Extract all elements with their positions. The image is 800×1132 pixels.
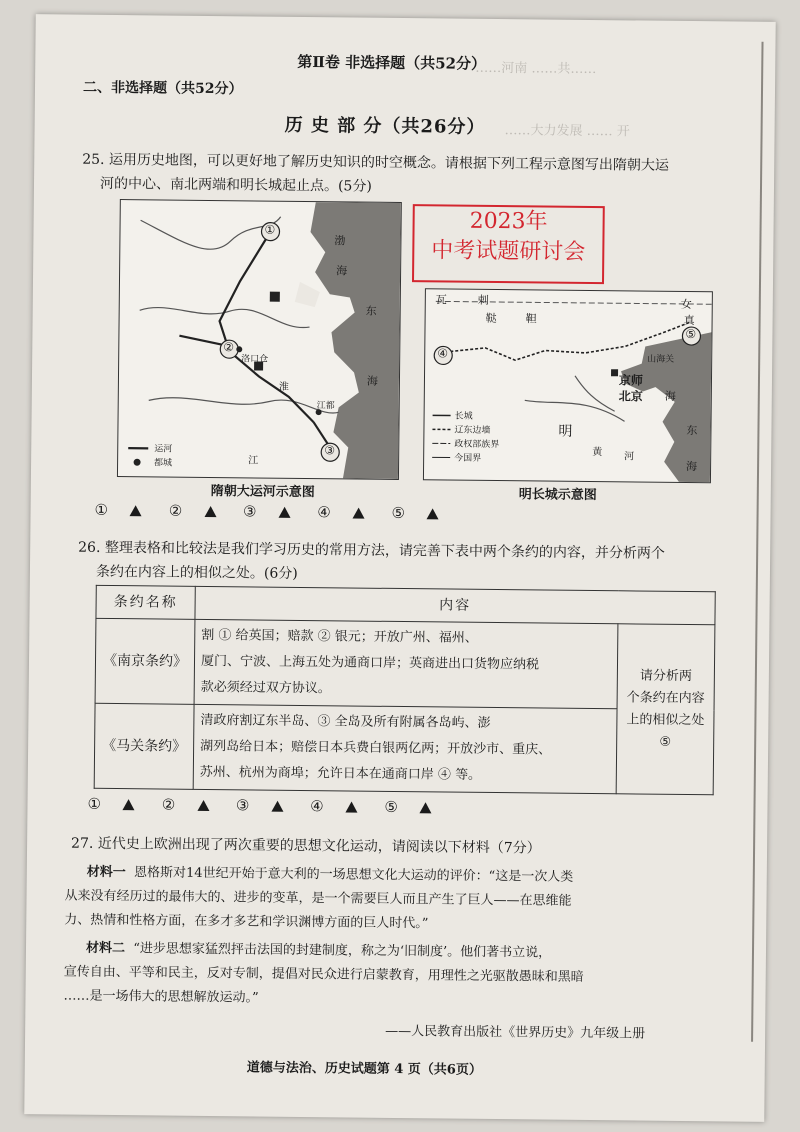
bleed-through-text: ……大力发展 …… 开 (504, 123, 630, 140)
exam-page (24, 14, 775, 1122)
answer-blank-triangle[interactable] (271, 801, 283, 812)
q25-answer-row (94, 501, 461, 523)
map-label: 山海关 (647, 354, 675, 365)
q26-text-line2: 条约在内容上的相似之处。(6分) (95, 563, 298, 582)
treaty-content-shimonoseki (193, 704, 617, 793)
q25-answer-label-5: ⑤ (391, 503, 406, 523)
material2-line2: 宣传自由、平等和民主，反对专制，提倡对民众进行启蒙教育，用理性之光驱散愚昧和黑暗 (63, 964, 584, 985)
map-label: 海 (366, 374, 379, 388)
material1-line2: 从来没有经历过的最伟大的、进步的变革，是一个需要巨人而且产生了巨人——在思维能 (64, 888, 572, 909)
map1-caption: 隋朝大运河示意图 (210, 484, 315, 501)
map-label: 海 (336, 264, 348, 278)
map-label: 真 (683, 313, 695, 328)
map-label: 海 (686, 459, 698, 474)
answer-blank-triangle[interactable] (427, 508, 439, 519)
watermark-stamp (412, 204, 605, 284)
map-label: 明 (558, 423, 573, 440)
part-title: 第Ⅱ卷 非选择题（共52分） (297, 52, 487, 73)
q26-answer-label-2: ② (161, 795, 176, 814)
answer-blank-triangle[interactable] (278, 507, 290, 518)
stamp-line2: 中考试题研讨会 (431, 238, 586, 265)
material2-line1 (86, 937, 551, 961)
material1-line1 (87, 861, 574, 885)
marker-1: ① (264, 222, 276, 237)
answer-blank-triangle[interactable] (204, 506, 216, 517)
map-label: 黄 (592, 447, 603, 459)
legend-canal: 运河 (154, 444, 173, 455)
material1-text: 恩格斯对14世纪开始于意大利的一场思想文化大运动的评价：“这是一次人类 (133, 865, 574, 885)
q25-answer-label-1: ① (94, 500, 109, 519)
answer-blank-triangle[interactable] (353, 508, 365, 519)
q26-answer-label-3: ③ (235, 796, 250, 815)
side-line: 上的相似之处 (626, 711, 705, 728)
content-line: 湖列岛给日本；赔偿日本兵费白银两亿两；开放沙市、重庆、 (200, 738, 552, 758)
map-label: 江都 (316, 401, 335, 412)
legend-capital: 都城 (154, 458, 173, 469)
side-line: 请分析两 (639, 668, 692, 684)
map-label: 河 (624, 451, 635, 463)
material1-line3: 力、热情和性格方面，在多才多艺和学识渊博方面的巨人时代。” (64, 912, 429, 932)
table-header-cell: 内容 (195, 586, 715, 624)
content-line: 厦门、宁波、上海五处为通商口岸；英商进出口货物应纳税 (200, 653, 540, 673)
answer-blank-triangle[interactable] (197, 800, 209, 811)
history-title: 历 史 部 分（共26分） (284, 114, 486, 138)
q25-answer-label-2: ② (168, 501, 183, 520)
answer-blank-triangle[interactable] (346, 801, 358, 812)
map-label: 北京 (618, 389, 643, 404)
similarity-cell (616, 624, 715, 795)
marker-5: ⑤ (685, 326, 697, 342)
map-label: 洛口仓 (241, 354, 269, 365)
q25-text-line2: 河的中心、南北两端和明长城起止点。(5分) (99, 175, 372, 195)
content-line: 割 ① 给英国；赔款 ② 银元；开放广州、福州、 (201, 627, 478, 646)
map-label: 靼 (525, 312, 537, 326)
treaty-name-nanjing: 《南京条约》 (95, 618, 195, 704)
legend-liaodong-wall: 辽东边墙 (454, 425, 491, 436)
map-label: 鞑 (485, 311, 497, 325)
material1-label: 材料一 (86, 864, 126, 881)
legend-national-border: 今国界 (454, 453, 482, 464)
map-label: 剌 (477, 293, 489, 307)
map-label: 淮 (278, 381, 289, 393)
answer-blank-triangle[interactable] (130, 505, 142, 516)
content-line: 款必须经过双方协议。 (200, 679, 331, 697)
treaty-name-shimonoseki: 《马关条约》 (94, 703, 194, 789)
q27-text-line1: 27. 近代史上欧洲出现了两次重要的思想文化运动，请阅读以下材料（7分） (71, 835, 541, 857)
side-line: 个条约在内容 (626, 689, 705, 706)
marker-4: ④ (437, 346, 449, 361)
treaty-content-nanjing (194, 619, 618, 708)
legend-regime-border: 政权部族界 (454, 439, 500, 451)
q26-answer-label-4: ④ (310, 797, 324, 816)
map2-caption: 明长城示意图 (518, 487, 597, 504)
marker-2: ② (223, 340, 235, 355)
answer-blank-triangle[interactable] (123, 799, 135, 810)
table-header-cell: 条约名称 (96, 585, 195, 619)
page-footer: 道德与法治、历史试题第 4 页（共6页） (246, 1060, 482, 1078)
answer-blank-triangle[interactable] (420, 802, 432, 813)
ming-great-wall-map (423, 288, 713, 483)
map-label: 女 (680, 297, 692, 312)
q26-answer-row (87, 795, 454, 817)
q25-text-line1: 25. 运用历史地图，可以更好地了解历史知识的时空概念。请根据下列工程示意图写出隋朝大运 (82, 151, 670, 174)
material-source: ——人民教育出版社《世界历史》九年级上册 (385, 1023, 646, 1042)
sui-canal-map-graphic (118, 200, 401, 479)
content-line: 苏州、杭州为商埠；允许日本在通商口岸 ④ 等。 (199, 764, 482, 783)
map-label: 渤 (334, 234, 346, 248)
material2-line3: ……是一场伟大的思想解放运动。” (63, 988, 259, 1006)
map-label: 京师 (618, 373, 644, 388)
material2-label: 材料二 (85, 940, 126, 957)
stamp-line1: 2023年 (469, 208, 548, 235)
q26-text-line1: 26. 整理表格和比较法是我们学习历史的常用方法，请完善下表中两个条约的内容，并分析两个 (78, 539, 665, 562)
content-line: 清政府割辽东半岛、③ 全岛及所有附属各岛屿、澎 (200, 712, 491, 731)
table-row (95, 618, 715, 709)
map-label: 东 (365, 304, 377, 318)
material2-text: “进步思想家猛烈抨击法国的封建制度，称之为‘旧制度’。他们著书立说， (133, 941, 552, 961)
q25-answer-label-3: ③ (242, 502, 257, 521)
q26-answer-label-5: ⑤ (384, 797, 398, 816)
section-title: 二、非选择题（共52分） (82, 79, 243, 98)
bleed-through-text: ……河南 ……共…… (475, 60, 597, 78)
map-label: 瓦 (435, 293, 447, 307)
legend-wall: 长城 (454, 411, 473, 422)
page-fold-line (751, 42, 763, 1042)
q25-answer-label-4: ④ (317, 503, 331, 522)
side-line: ⑤ (659, 734, 672, 750)
map-label: 海 (664, 389, 676, 403)
sui-grand-canal-map (117, 199, 402, 480)
map-label: 江 (248, 455, 259, 467)
treaty-table (94, 585, 716, 795)
marker-3: ③ (324, 443, 336, 458)
q26-answer-label-1: ① (87, 794, 102, 813)
map-label: 东 (686, 423, 698, 438)
